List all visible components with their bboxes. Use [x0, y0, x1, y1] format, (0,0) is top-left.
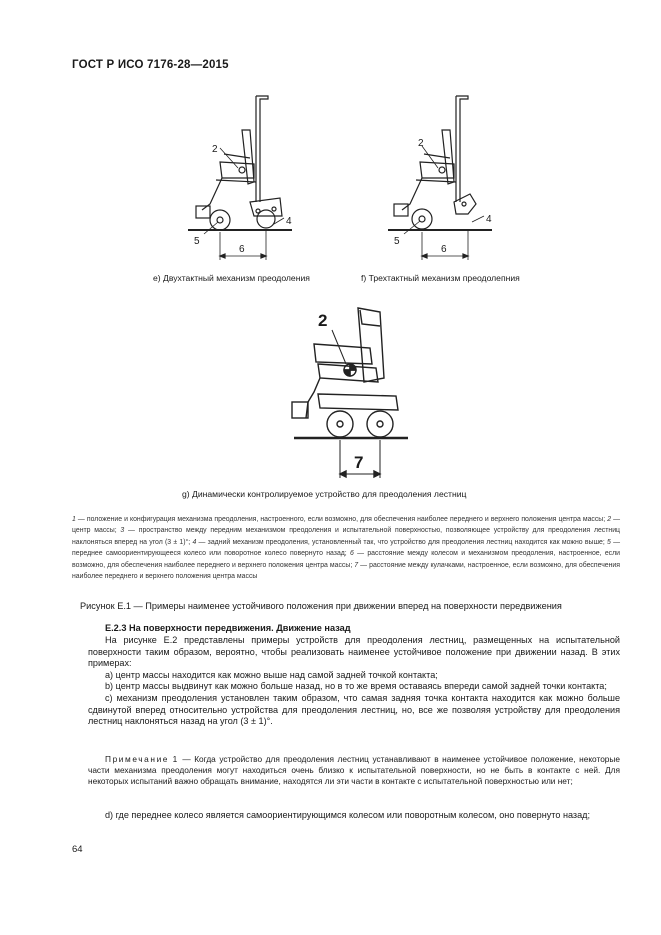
note-number: 1 [172, 754, 179, 764]
legend-num-7: 7 [354, 561, 359, 569]
note-text: — Когда устройство для преодоления лестниц устанавливают в наименее устойчивое положение, некоторые части механизма преодоления могут находиться очень близко к испытательной поверхности, но не быть в контакте с ней. Для некоторых испытаний важно обращать внимание, находятся ли эти части в контакте с испытательной поверхностью или нет; [88, 754, 620, 787]
figure-e-label-4: 4 [286, 216, 292, 227]
legend-desc-2: — центр массы; [72, 516, 621, 535]
legend-num-3: 3 [120, 527, 125, 535]
section-heading: Е.2.3 На поверхности передвижения. Движение назад [105, 623, 351, 633]
list-item-c: с) механизм преодоления установлен таким образом, что самая задняя точка контакта находится как можно больше сдвинутой вперед относительно устройства для преодоления лестниц, но, все же позволяя устройству для преодоления лестниц наклоняться назад на угол (3 ± 1)°. [88, 692, 620, 727]
figure-e-caption: e) Двухтактный механизм преодоления [153, 273, 310, 283]
figure-e-label-5: 5 [194, 236, 200, 247]
note-label: Примечание [105, 754, 170, 764]
body-text-d [88, 810, 620, 822]
body-text [88, 635, 620, 728]
page-number: 64 [72, 844, 83, 855]
legend-num-6: 6 [350, 550, 354, 558]
figure-e-drawing [180, 92, 310, 267]
figure-e-label-6: 6 [239, 244, 245, 255]
legend-num-1: 1 [72, 516, 76, 523]
figure-e-label-2: 2 [212, 144, 218, 155]
paragraph-intro: На рисунке Е.2 представлены примеры устройств для преодоления лестниц, размещенных на испытательной поверхности таким образом, вероятно, чтобы реализовать наименее устойчивое положение при движении назад. В этих примерах: [88, 635, 620, 669]
figure-f-caption: f) Трехтактный механизм преодолепния [361, 273, 520, 283]
list-item-a: а) центр массы находится как можно выше над самой задней точкой контакта; [105, 669, 438, 680]
list-item-b: b) центр массы выдвинут как можно больше назад, но в то же время оставаясь впереди самой задней точки контакта; [105, 681, 607, 692]
figure-g-label-2: 2 [318, 311, 328, 330]
legend-desc-5: — переднее самоориентирующееся колесо или поворотное колесо повернуто назад; [72, 538, 620, 558]
figure-legend [72, 514, 620, 582]
figure-title: Рисунок Е.1 — Примеры наименее устойчивого положения при движении вперед на поверхности передвижения [80, 601, 562, 611]
figure-f-drawing [384, 92, 514, 267]
legend-desc-7: — расстояние между кулачками, настроенное, если возможно, для обеспечения наиболее переднего и верхнего положения центра массы [72, 561, 620, 581]
list-item-d: d) где переднее колесо является самоориентирующимся колесом или поворотным колесом, оно повернуто назад; [105, 810, 590, 820]
note-block [88, 754, 620, 788]
figure-g-caption: g) Динамически контролируемое устройство для преодоления лестниц [182, 489, 467, 499]
figure-f-label-5: 5 [394, 236, 400, 247]
document-header: ГОСТ Р ИСО 7176-28—2015 [72, 59, 229, 71]
legend-desc-3: — пространство между передним механизмом преодоления и испытательной поверхностью, позволяющее устройству для преодоления лестниц наклоняться вперед на угол (3 ± 1)°; [72, 527, 620, 546]
legend-num-2: 2 [607, 516, 612, 523]
legend-desc-1: — положение и конфигурация механизма преодоления, настроенного, если возможно, для обеспечения наиболее переднего и верхнего положения центра массы; [75, 516, 608, 523]
figure-f-label-2: 2 [418, 138, 424, 149]
legend-desc-6: — расстояние между колесом и механизмом преодоления, настроенное, если возможно, для обеспечения наиболее переднего и верхнего положения центра массы; [72, 550, 620, 569]
legend-num-4: 4 [192, 538, 197, 546]
legend-desc-4: — задний механизм преодоления, установленный так, что устройство для преодоления лестниц находится как можно выше; [196, 538, 608, 546]
figure-f-label-6: 6 [441, 244, 447, 255]
figure-f-label-4: 4 [486, 214, 492, 225]
figure-g-drawing [280, 298, 420, 484]
figure-g-label-7: 7 [354, 453, 364, 472]
legend-num-5: 5 [607, 538, 611, 546]
